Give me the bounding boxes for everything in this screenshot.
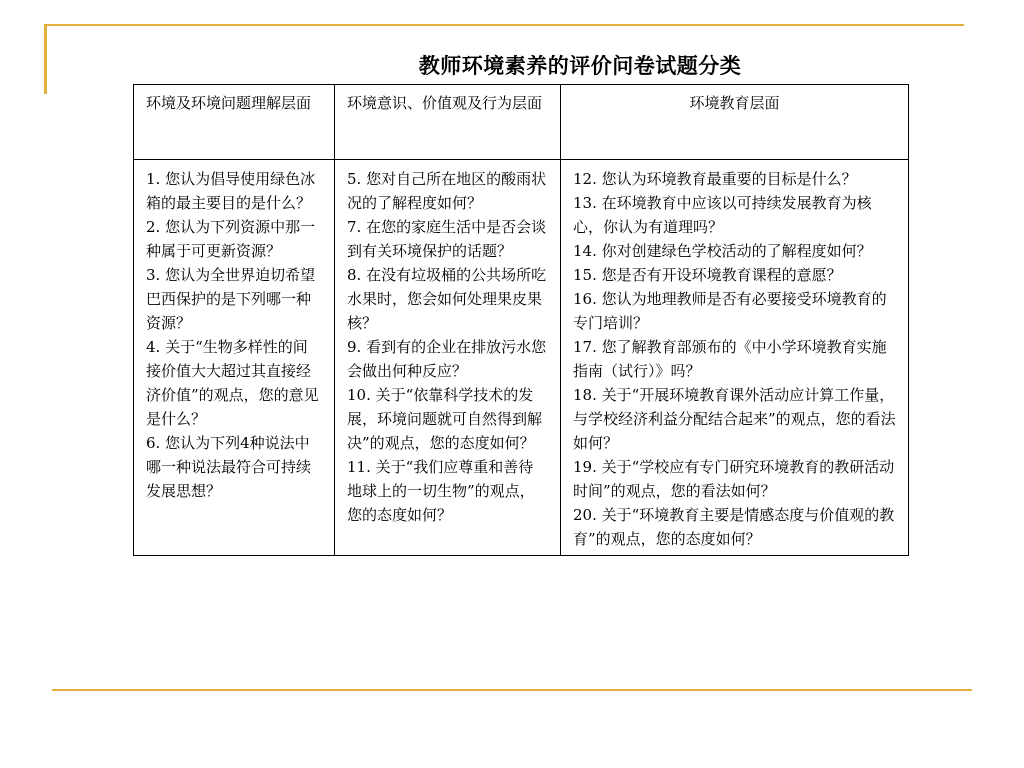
question-item: 19. 关于“学校应有专门研究环境教育的教研活动时间”的观点，您的看法如何？ — [573, 458, 895, 500]
question-item: 6. 您认为下列4种说法中哪一种说法最符合可持续发展思想？ — [146, 434, 312, 500]
question-item: 4. 关于“生物多样性的间接价值大大超过其直接经济价值”的观点，您的意见是什么？ — [146, 338, 319, 428]
question-item: 8. 在没有垃圾桶的公共场所吃水果时，您会如何处理果皮果核？ — [347, 266, 547, 332]
table-header-row — [134, 85, 909, 160]
question-item: 5. 您对自己所在地区的酸雨状况的了解程度如何？ — [347, 170, 547, 212]
column-awareness — [335, 160, 561, 556]
question-item: 16. 您认为地理教师是否有必要接受环境教育的专门培训？ — [573, 290, 887, 332]
question-item: 20. 关于“环境教育主要是情感态度与价值观的教育”的观点，您的态度如何？ — [573, 506, 895, 548]
table-body-row — [134, 160, 909, 556]
column-understanding — [134, 160, 335, 556]
question-item: 14. 你对创建绿色学校活动的了解程度如何？ — [573, 242, 872, 260]
decorative-top-line — [44, 24, 964, 26]
question-item: 11. 关于“我们应尊重和善待地球上的一切生物”的观点，您的态度如何？ — [347, 458, 535, 524]
classification-table — [133, 84, 909, 556]
header-cell-understanding: 环境及环境问题理解层面 — [134, 85, 335, 160]
question-item: 12. 您认为环境教育最重要的目标是什么？ — [573, 170, 857, 188]
question-item: 15. 您是否有开设环境教育课程的意愿？ — [573, 266, 842, 284]
question-item: 2. 您认为下列资源中那一种属于可更新资源？ — [146, 218, 316, 260]
question-item: 9. 看到有的企业在排放污水您会做出何种反应？ — [347, 338, 547, 380]
question-item: 17. 您了解教育部颁布的《中小学环境教育实施指南（试行）》吗？ — [573, 338, 887, 380]
column-education — [561, 160, 909, 556]
decorative-bottom-line — [52, 689, 972, 691]
question-item: 10. 关于“依靠科学技术的发展，环境问题就可自然得到解决”的观点，您的态度如何？ — [347, 386, 543, 452]
question-item: 7. 在您的家庭生活中是否会谈到有关环境保护的话题？ — [347, 218, 547, 260]
question-item: 18. 关于“开展环境教育课外活动应计算工作量，与学校经济利益分配结合起来”的观点，您的看法如何？ — [573, 386, 896, 452]
header-cell-education: 环境教育层面 — [561, 85, 909, 160]
page-title: 教师环境素养的评价问卷试题分类 — [418, 53, 742, 78]
header-cell-awareness: 环境意识、价值观及行为层面 — [335, 85, 561, 160]
question-item: 13. 在环境教育中应该以可持续发展教育为核心，你认为有道理吗？ — [573, 194, 872, 236]
question-item: 1. 您认为倡导使用绿色冰箱的最主要目的是什么？ — [146, 170, 316, 212]
question-item: 3. 您认为全世界迫切希望巴西保护的是下列哪一种资源？ — [146, 266, 316, 332]
